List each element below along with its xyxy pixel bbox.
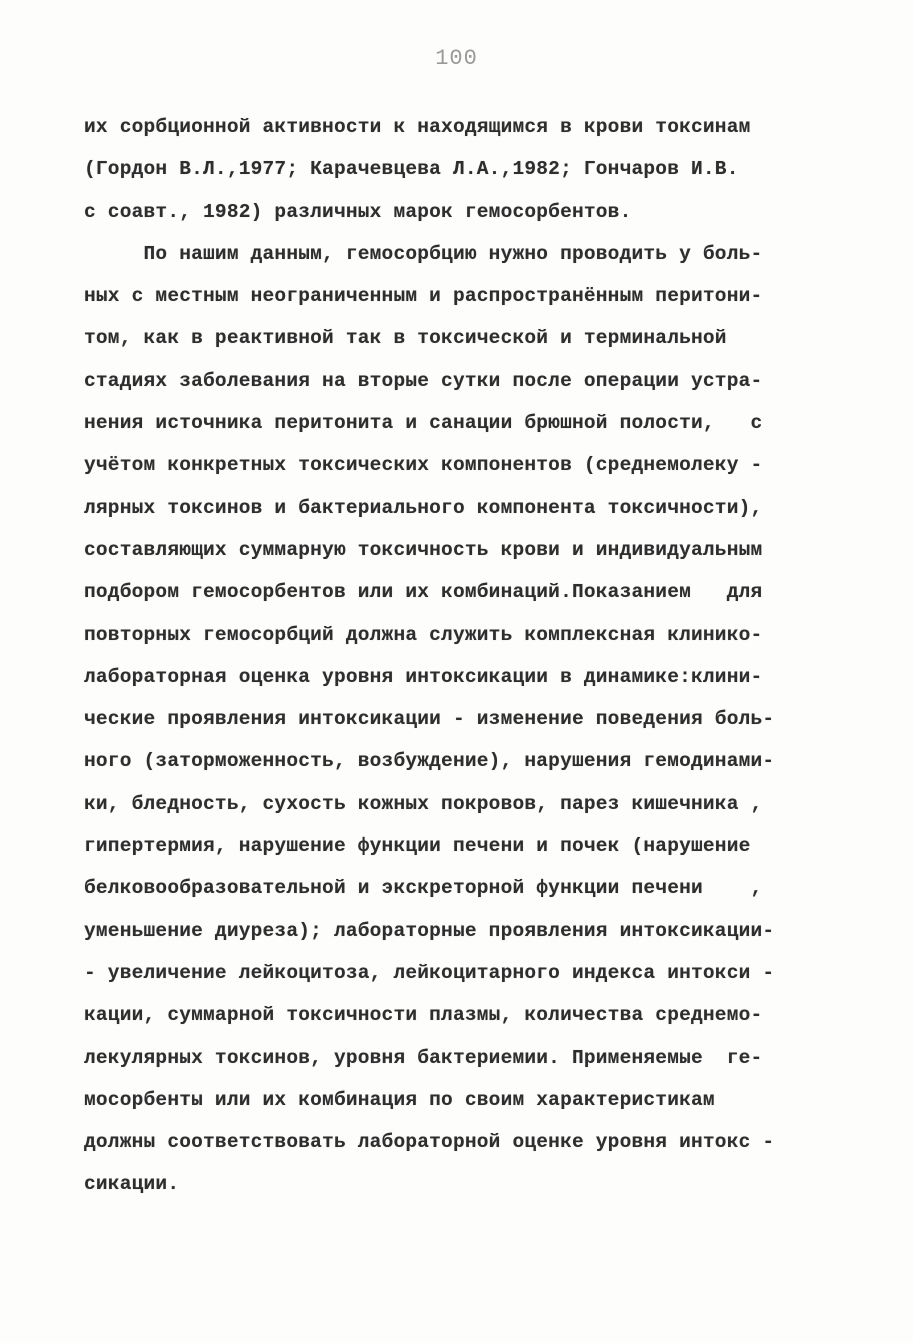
text-line: лярных токсинов и бактериального компонента токсичности), xyxy=(84,496,763,519)
text-line: мосорбенты или их комбинация по своим характеристикам xyxy=(84,1088,715,1111)
text-line: По нашим данным, гемосорбцию нужно проводить у боль- xyxy=(84,242,763,265)
text-line: - увеличение лейкоцитоза, лейкоцитарного индекса интокси - xyxy=(84,961,775,984)
text-line: с соавт., 1982) различных марок гемосорбентов. xyxy=(84,200,632,223)
body-text xyxy=(84,106,824,1206)
text-line: повторных гемосорбций должна служить комплексная клинико- xyxy=(84,623,763,646)
text-line: белковообразовательной и экскреторной функции печени , xyxy=(84,877,763,900)
text-line: ного (заторможенность, возбуждение), нарушения гемодинами- xyxy=(84,750,775,773)
text-line: их сорбционной активности к находящимся в крови токсинам xyxy=(84,116,751,138)
text-line: должны соответствовать лабораторной оценке уровня интокс - xyxy=(84,1131,775,1154)
page-number: 100 xyxy=(435,46,478,71)
text-line: уменьшение диуреза); лабораторные проявления интоксикации- xyxy=(84,919,775,942)
text-line: кации, суммарной токсичности плазмы, количества среднемо- xyxy=(84,1004,763,1027)
text-line: лабораторная оценка уровня интоксикации в динамике:клини- xyxy=(84,665,763,688)
text-line: ных с местным неограниченным и распространённым перитони- xyxy=(84,285,763,308)
text-line: ческие проявления интоксикации - изменение поведения боль- xyxy=(84,708,775,731)
text-line: нения источника перитонита и санации брюшной полости, с xyxy=(84,412,763,435)
text-line: сикации. xyxy=(84,1173,180,1196)
text-line: подбором гемосорбентов или их комбинаций.Показанием для xyxy=(84,581,763,604)
text-line: ки, бледность, сухость кожных покровов, парез кишечника , xyxy=(84,792,763,815)
text-line: стадиях заболевания на вторые сутки после операции устра- xyxy=(84,369,763,392)
text-line: гипертермия, нарушение функции печени и почек (нарушение xyxy=(84,835,751,858)
text-line: лекулярных токсинов, уровня бактериемии. Применяемые ге- xyxy=(84,1046,763,1069)
text-line: том, как в реактивной так в токсической и терминальной xyxy=(84,327,727,350)
text-line: (Гордон В.Л.,1977; Карачевцева Л.А.,1982; Гончаров И.В. xyxy=(84,158,739,181)
text-line: составляющих суммарную токсичность крови и индивидуальным xyxy=(84,538,763,561)
text-line: учётом конкретных токсических компонентов (среднемолеку - xyxy=(84,454,763,477)
